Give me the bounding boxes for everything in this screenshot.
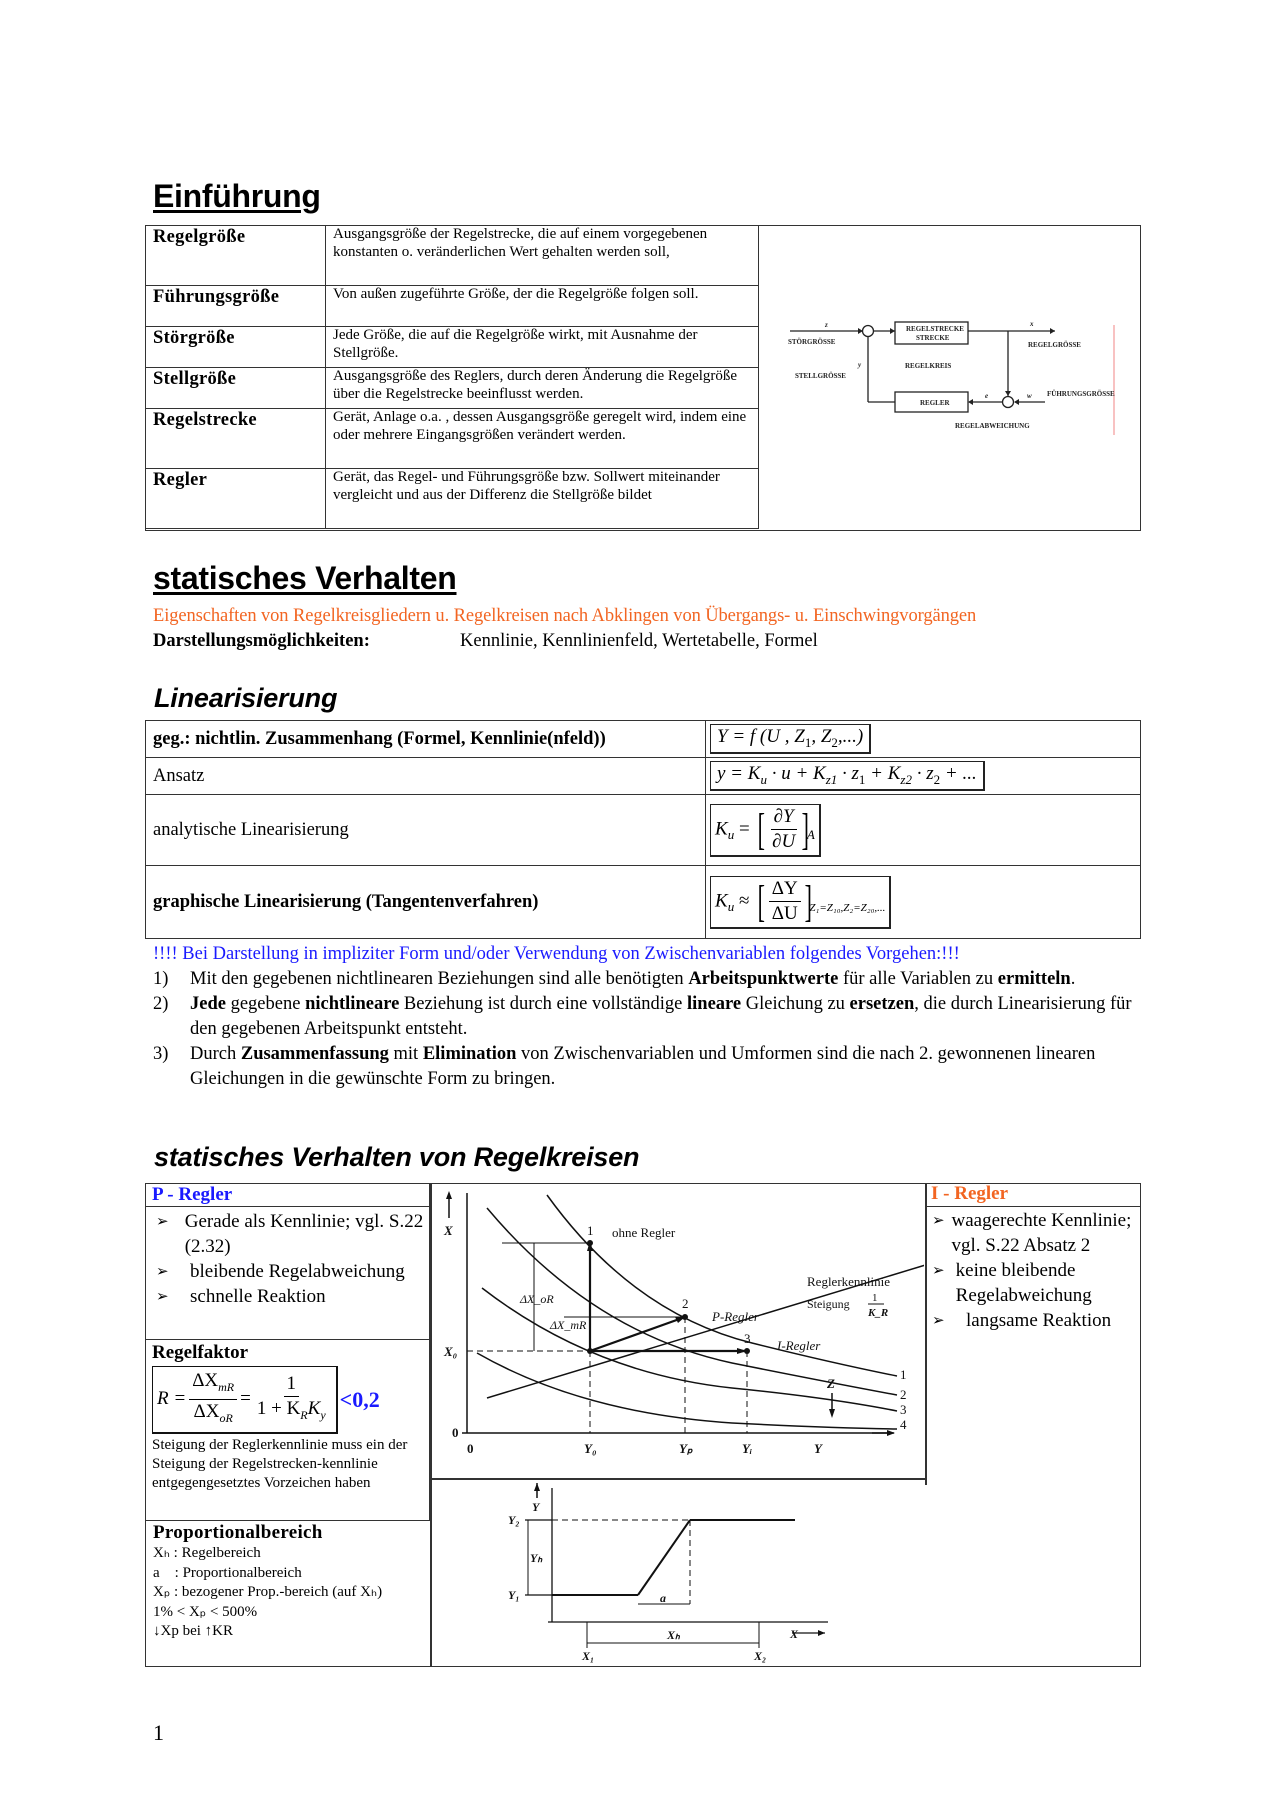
svg-text:Y₂: Y₂ — [508, 1513, 520, 1527]
definition-term: Stellgröße — [146, 368, 326, 409]
svg-text:e: e — [985, 392, 989, 400]
definition-row — [146, 409, 759, 469]
svg-text:X: X — [444, 1223, 453, 1238]
svg-text:X₀: X₀ — [444, 1344, 458, 1359]
svg-text:X₂: X₂ — [754, 1649, 767, 1663]
lin-formula-cell — [706, 795, 1141, 866]
svg-text:P-Regler: P-Regler — [712, 1309, 759, 1324]
prop-line: Xₕ : Regelbereich — [153, 1545, 261, 1561]
svg-text:y: y — [858, 361, 862, 369]
lin-row — [146, 721, 1141, 758]
definition-term: Regler — [146, 469, 326, 529]
step-text: Jede gegebene nichtlineare Beziehung ist durch eine vollständige lineare Gleichung zu ersetzen, die durch Linearisierung für den gegebenen Arbeitspunkt entsteht. — [190, 994, 1132, 1039]
svg-text:K_R: K_R — [868, 1307, 889, 1319]
section-title-regelkreise: statisches Verhalten von Regelkreisen — [154, 1142, 640, 1172]
definition-term: Regelstrecke — [146, 409, 326, 469]
lin-label: Ansatz — [146, 758, 706, 795]
svg-text:3: 3 — [744, 1331, 751, 1346]
p-regler-list — [145, 1206, 430, 1340]
lin-row — [146, 795, 1141, 866]
svg-text:1: 1 — [872, 1292, 878, 1304]
svg-text:2: 2 — [900, 1387, 907, 1402]
lin-label: graphische Linearisierung (Tangentenverfahren) — [146, 866, 706, 939]
arrow-bullet-icon: ➢ — [156, 1262, 169, 1280]
step-number: 2) — [153, 994, 169, 1014]
lin-label: geg.: nichtlin. Zusammenhang (Formel, Kennlinie(nfeld)) — [146, 721, 706, 758]
svg-text:REGLER: REGLER — [920, 399, 950, 407]
svg-text:Y₁: Y₁ — [508, 1588, 520, 1602]
repr-value: Kennlinie, Kennlinienfeld, Wertetabelle, Formel — [460, 631, 818, 651]
svg-text:Y: Y — [532, 1500, 540, 1514]
svg-text:STÖRGRÖSSE: STÖRGRÖSSE — [788, 338, 836, 346]
list-item — [932, 1258, 1137, 1308]
definition-row — [146, 327, 759, 368]
repr-label: Darstellungsmöglichkeiten: — [153, 631, 370, 651]
svg-text:z: z — [825, 321, 828, 329]
svg-text:Yₚ: Yₚ — [679, 1441, 693, 1456]
list-item-text: keine bleibende Regelabweichung — [955, 1260, 1092, 1306]
procedure-step — [153, 967, 1138, 992]
svg-text:Xₕ: Xₕ — [667, 1628, 680, 1642]
svg-text:Z: Z — [827, 1376, 835, 1391]
regelfaktor-box — [145, 1339, 430, 1521]
definition-text: Ausgangsgröße des Reglers, durch deren Änderung die Regelgröße über die Regelstrecke beeinflusst werden. — [326, 368, 759, 409]
step-number: 3) — [153, 1044, 169, 1064]
svg-text:w: w — [1027, 392, 1032, 400]
svg-text:REGELKREIS: REGELKREIS — [905, 362, 952, 370]
definition-term: Regelgröße — [146, 226, 326, 286]
step-text: Durch Zusammenfassung mit Elimination von Zwischenvariablen und Umformen sind die nach 2. gewonnenen linearen Gleichungen in die gewünschte Form zu bringen. — [190, 1044, 1096, 1089]
definition-text: Gerät, das Regel- und Führungsgröße bzw. Sollwert miteinander vergleicht und aus der Differenz die Stellgröße bildet — [326, 469, 759, 529]
regelfaktor-note: Steigung der Reglerkennlinie muss ein der Steigung der Regelstrecken-kennlinie entgegengesetztes Vorzeichen haben — [152, 1436, 408, 1491]
svg-text:X: X — [790, 1627, 799, 1641]
lin-row — [146, 758, 1141, 795]
list-item — [156, 1259, 429, 1284]
i-regler-header: I - Regler — [925, 1183, 1141, 1207]
section-title-linearisierung: Linearisierung — [154, 683, 338, 713]
col-divider — [925, 1183, 927, 1485]
definition-row — [146, 368, 759, 409]
procedure-step — [153, 1042, 1138, 1092]
step-text: Mit den gegebenen nichtlinearen Beziehungen sind alle benötigten Arbeitspunktwerte für alle Variablen zu ermitteln. — [190, 969, 1076, 989]
svg-text:1: 1 — [587, 1223, 594, 1238]
prop-line: ↓Xp bei ↑KR — [153, 1623, 233, 1639]
formula-graphic: $K_u$ ≈ [ $\frac{\Delta Y}{\Delta U}$ ]$_{Z_1=Z_{10},Z_2=Z_{20},...}$ — [710, 876, 891, 929]
definition-row — [146, 469, 759, 529]
svg-text:0: 0 — [467, 1441, 474, 1456]
svg-text:REGELSTRECKE: REGELSTRECKE — [906, 325, 964, 333]
svg-text:0: 0 — [452, 1425, 459, 1440]
regelfaktor-title: Regelfaktor — [152, 1342, 249, 1363]
list-item — [156, 1209, 429, 1259]
prop-title: Proportionalbereich — [153, 1522, 323, 1543]
p-regler-header: P - Regler — [145, 1183, 430, 1207]
svg-text:4: 4 — [900, 1417, 907, 1432]
arrow-bullet-icon: ➢ — [156, 1212, 169, 1230]
list-item-text: bleibende Regelabweichung — [190, 1261, 405, 1282]
prop-bereich — [153, 1522, 433, 1642]
svg-text:X₁: X₁ — [582, 1649, 595, 1663]
svg-text:ΔX_oR: ΔX_oR — [520, 1292, 554, 1306]
svg-text:1: 1 — [900, 1367, 907, 1382]
list-item-text: langsame Reaktion — [966, 1310, 1112, 1331]
step-number: 1) — [153, 969, 169, 989]
i-regler-list — [932, 1208, 1137, 1333]
arrow-bullet-icon: ➢ — [156, 1287, 169, 1305]
svg-text:REGELABWEICHUNG: REGELABWEICHUNG — [955, 422, 1030, 430]
svg-text:Reglerkennlinie: Reglerkennlinie — [807, 1274, 891, 1289]
control-loop-diagram — [770, 310, 1125, 440]
section-title-statisches-verhalten: statisches Verhalten — [153, 560, 457, 596]
warning-text: !!!! Bei Darstellung in impliziter Form und/oder Verwendung von Zwischenvariablen folgendes Vorgehen:!!! — [153, 944, 960, 964]
regelfaktor-limit: <0,2 — [339, 1386, 380, 1412]
formula-nonlinear: Y = f (U , $Z_1$, $Z_2$,...) — [710, 724, 871, 754]
formula-ansatz: $y = K_u \cdot u + K_{z1} \cdot z_1 + K_{z2} \cdot z_2$ + ... — [710, 761, 985, 791]
definitions-table — [145, 225, 759, 529]
lin-formula-cell — [706, 758, 1141, 795]
list-item — [156, 1284, 429, 1309]
svg-text:x: x — [1030, 320, 1034, 328]
list-item-text: waagerechte Kennlinie; vgl. S.22 Absatz 2 — [951, 1210, 1132, 1256]
svg-text:FÜHRUNGSGRÖSSE: FÜHRUNGSGRÖSSE — [1047, 390, 1115, 398]
svg-text:Y: Y — [814, 1441, 822, 1456]
lin-formula-cell — [706, 866, 1141, 939]
definition-text: Von außen zugeführte Größe, der die Regelgröße folgen soll. — [326, 286, 759, 327]
svg-text:Steigung: Steigung — [807, 1297, 850, 1311]
prop-line: a : Proportionalbereich — [153, 1564, 302, 1581]
svg-text:2: 2 — [682, 1296, 689, 1311]
lin-formula-cell — [706, 721, 1141, 758]
arrow-bullet-icon: ➢ — [932, 1211, 945, 1229]
regelfaktor-formula: R = $\frac{\Delta X_{mR}}{\Delta X_{oR}}$ = $\frac{1}{1 + K_RK_y}$ — [152, 1366, 338, 1434]
static-subtitle: Eigenschaften von Regelkreisgliedern u. Regelkreisen nach Abklingen von Übergangs- u. Einschwingvorgängen — [153, 606, 977, 626]
formula-analytic: $K_u$ = [ $\frac{\partial Y}{\partial U}$ ]$_A$ — [710, 804, 821, 857]
list-item-text: Gerade als Kennlinie; vgl. S.22 (2.32) — [184, 1211, 424, 1257]
definition-term: Störgröße — [146, 327, 326, 368]
arrow-bullet-icon: ➢ — [932, 1261, 945, 1279]
procedure-step — [153, 992, 1138, 1042]
lin-label: analytische Linearisierung — [146, 795, 706, 866]
list-item — [932, 1208, 1137, 1258]
definition-row — [146, 286, 759, 327]
procedure-steps — [153, 967, 1138, 1092]
svg-text:I-Regler: I-Regler — [777, 1338, 821, 1353]
page-number: 1 — [153, 1720, 164, 1745]
section-title-einfuehrung: Einführung — [153, 178, 321, 214]
proportionalbereich-chart — [500, 1478, 840, 1663]
definition-row — [146, 226, 759, 286]
svg-text:Yᵢ: Yᵢ — [742, 1441, 753, 1456]
svg-text:REGELGRÖSSE: REGELGRÖSSE — [1028, 341, 1081, 349]
definition-text: Jede Größe, die auf die Regelgröße wirkt, mit Ausnahme der Stellgröße. — [326, 327, 759, 368]
svg-text:3: 3 — [900, 1402, 907, 1417]
svg-text:ohne Regler: ohne Regler — [612, 1225, 676, 1240]
list-item — [932, 1308, 1137, 1333]
prop-line: 1% < Xₚ < 500% — [153, 1603, 258, 1620]
svg-text:ΔX_mR: ΔX_mR — [550, 1318, 587, 1332]
arrow-bullet-icon: ➢ — [932, 1311, 945, 1329]
regelkreis-kennlinien-chart — [432, 1183, 924, 1477]
svg-text:a: a — [660, 1591, 666, 1605]
svg-text:Y₀: Y₀ — [584, 1441, 597, 1456]
svg-text:STRECKE: STRECKE — [916, 334, 950, 342]
list-item-text: schnelle Reaktion — [190, 1286, 326, 1307]
svg-text:Yₕ: Yₕ — [530, 1551, 543, 1565]
definition-text: Gerät, Anlage o.a. , dessen Ausgangsgröße geregelt wird, indem eine oder mehrere Eingangsgrößen verändert werden. — [326, 409, 759, 469]
svg-text:STELLGRÖSSE: STELLGRÖSSE — [795, 372, 846, 380]
prop-line: Xₚ : bezogener Prop.-bereich (auf Xₕ) — [153, 1584, 383, 1600]
lin-row — [146, 866, 1141, 939]
definition-term: Führungsgröße — [146, 286, 326, 327]
linearization-table — [145, 720, 1141, 939]
definition-text: Ausgangsgröße der Regelstrecke, die auf einem vorgegebenen konstanten o. veränderlichen Wert gehalten werden soll, — [326, 226, 759, 286]
